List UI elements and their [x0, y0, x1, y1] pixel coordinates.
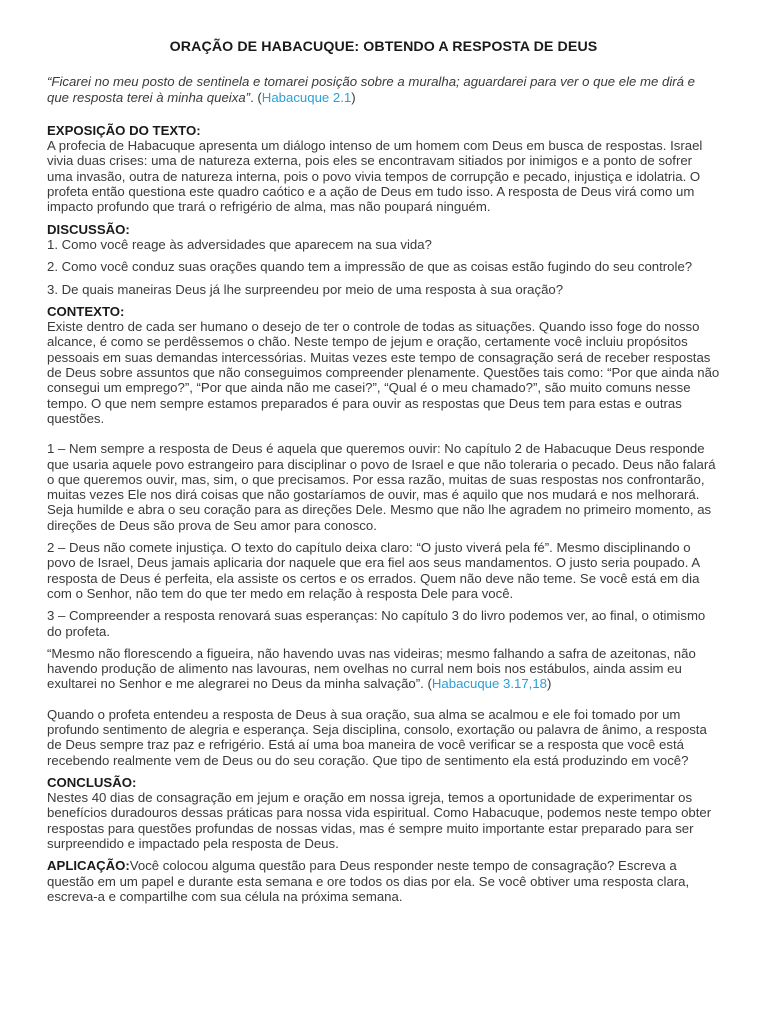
section-heading-discussao: DISCUSSÃO: [47, 221, 130, 237]
contexto-point-3: 3 – Compreender a resposta renovará suas esperanças: No capítulo 3 do livro podemos ver, ao final, o otimismo do profeta. [47, 608, 706, 639]
epigraph [47, 74, 720, 105]
discussion-question-2: 2. Como você conduz suas orações quando tem a impressão de que as coisas estão fugindo do seu controle? [47, 259, 693, 275]
epigraph-ref-open: . ( [250, 89, 262, 105]
section-exposicao [47, 123, 720, 215]
section-discussao [47, 222, 720, 297]
section-heading-exposicao: EXPOSIÇÃO DO TEXTO: [47, 122, 201, 138]
scripture-quote-text: “Mesmo não florescendo a figueira, não havendo uvas nas videiras; mesmo falhando a safra de azeitonas, não havendo produção de alimento nas lavouras, nem ovelhas no curral nem bois nos estábulos, ainda assim eu exultarei no Senhor e me alegrarei no Deus da minha salvação” [47, 645, 696, 692]
epigraph-ref-close: ) [351, 89, 356, 105]
contexto-closing: Quando o profeta entendeu a resposta de Deus à sua oração, sua alma se acalmou e ele foi tomado por um profundo sentimento de alegria e esperança. Seja disciplina, consolo, exortação ou palavra de ânimo, a resposta de Deus sempre traz paz e refrigério. Está aí uma boa maneira de você verificar se a resposta que você está recebendo realmente vem de Deus ou do seu coração. Que tipo de sentimento ela está produzindo em você? [47, 706, 707, 768]
section-contexto [47, 304, 720, 768]
discussion-question-1: 1. Como você reage às adversidades que aparecem na sua vida? [47, 236, 432, 252]
scripture-quote-ref-open: . ( [420, 676, 432, 692]
epigraph-text: “Ficarei no meu posto de sentinela e tomarei posição sobre a muralha; aguardarei para ver o que ele me dirá e que resposta terei à minha queixa” [47, 74, 696, 105]
contexto-intro: Existe dentro de cada ser humano o desejo de ter o controle de todas as situações. Quando isso foge do nosso alcance, é como se perdêssemos o chão. Neste tempo de jejum e oração, certamente você incluiu propósitos pessoais em suas demandas intercessórias. Muitas vezes este tempo de consagração será de receber respostas de Deus sobre assuntos que não conseguimos compreender plenamente. Questões tais como: “Por que ainda não consegui um emprego?”, “Por que ainda não me casei?”, “Qual é o meu chamado?”, são muito comuns nesse tempo. O que nem sempre estamos preparados é para ouvir as respostas que Deus tem para estas e outras questões. [47, 319, 720, 426]
scripture-quote-link[interactable]: Habacuque 3.17,18 [431, 676, 547, 692]
paragraph-gap [47, 699, 720, 707]
contexto-point-2: 2 – Deus não comete injustiça. O texto do capítulo deixa claro: “O justo viverá pela fé”. Mesmo disciplinando o povo de Israel, Deus jamais aplicaria dor naquele que era fiel aos seus mandamentos. O justo seria poupado. A resposta de Deus é perfeita, ela assiste os certos e os errados. Quem não deve não teme. Se você está em dia com o Senhor, não tem do que ter medo em relação à resposta Dele para você. [47, 540, 700, 601]
section-aplicacao [47, 858, 720, 904]
contexto-point-1: 1 – Nem sempre a resposta de Deus é aquela que queremos ouvir: No capítulo 2 de Habacuque Deus responde que usaria aquele povo estrangeiro para disciplinar o povo de Israel e que não toleraria o pecado. Deus não falará o que queremos ouvir, mas, sim, o que precisamos. Por essa razão, muitas de suas respostas nos confrontarão, muitas vezes Ele nos dirá coisas que não gostaríamos de ouvir, mas é aquilo que nos mudará e nos melhorará. Seja humilde e abra o seu coração para as direções Dele. Mesmo que não lhe agradem no primeiro momento, as direções de Deus são prova de Seu amor para conosco. [47, 441, 716, 533]
scripture-quote [47, 646, 720, 692]
epigraph-scripture-link[interactable]: Habacuque 2.1 [261, 89, 352, 105]
page-title: ORAÇÃO DE HABACUQUE: OBTENDO A RESPOSTA DE DEUS [169, 39, 598, 55]
conclusao-text: Nestes 40 dias de consagração em jejum e oração em nossa igreja, temos a oportunidade de experimentar os benefícios duradouros dessas práticas para nossa vida espiritual. Como Habacuque, podemos neste tempo obter respostas para questões profundas de nossas vidas, mas é sempre muito importante estar preparado para ser surpreendido e impactado pela resposta de Deus. [47, 790, 712, 852]
aplicacao-text: Você colocou alguma questão para Deus responder neste tempo de consagração? Escreva a questão em um papel e durante esta semana e ore todos os dias por ela. Se você obtiver uma resposta clara, escreva-a e compartilhe com sua célula na próxima semana. [47, 858, 690, 904]
exposicao-text: A profecia de Habacuque apresenta um diálogo intenso de um homem com Deus em busca de respostas. Israel vivia duas crises: uma de natureza externa, pois eles se encontravam sitiados por inimigos e a ponto de sofrer uma invasão, outra de natureza interna, pois o povo vivia tempos de corrupção e pecado, injustiça e idolatria. O profeta então questiona este quadro caótico e a ação de Deus em tudo isso. A resposta de Deus virá como um impacto profundo que trará o refrigério de alma, mas não poupará ninguém. [47, 138, 703, 215]
section-heading-conclusao: CONCLUSÃO: [47, 774, 137, 790]
scripture-quote-ref-close: ) [547, 676, 552, 692]
paragraph-gap [47, 426, 720, 441]
discussion-question-3: 3. De quais maneiras Deus já lhe surpreendeu por meio de uma resposta à sua oração? [47, 281, 564, 297]
section-conclusao [47, 775, 720, 851]
section-heading-contexto: CONTEXTO: [47, 303, 125, 319]
section-heading-aplicacao: APLICAÇÃO: [47, 858, 130, 874]
